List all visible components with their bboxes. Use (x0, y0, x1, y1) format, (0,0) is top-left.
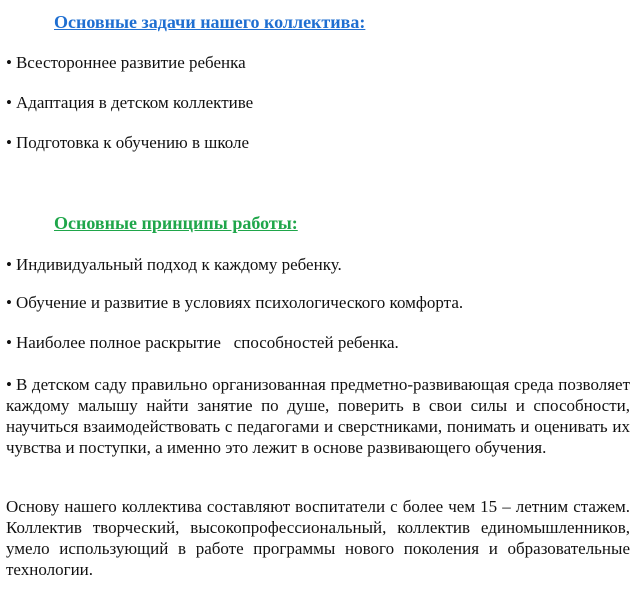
bullet-icon: • (6, 255, 12, 274)
principle-item (6, 292, 463, 314)
task-item (6, 132, 249, 154)
bullet-icon: • (6, 93, 12, 112)
environment-paragraph-text: В детском саду правильно организованная предметно-развивающая среда позволяет каждому малышу найти занятие по душе, поверить в свои силы и способности, научиться взаимодействовать с педагогами и сверстниками, понимать и оценивать их чувства и поступки, а именно это лежит в основе развивающего обучения. (6, 375, 630, 457)
principle-item (6, 254, 342, 276)
bullet-icon: • (6, 133, 12, 152)
bullet-icon: • (6, 293, 12, 312)
task-item (6, 52, 246, 74)
principle-item-text: Индивидуальный подход к каждому ребенку. (15, 255, 342, 274)
environment-paragraph (6, 374, 630, 458)
bullet-icon: • (6, 333, 12, 352)
principle-item-text: Наиболее полное раскрытие способностей ребенка. (15, 333, 399, 352)
bullet-icon: • (6, 53, 12, 72)
principles-heading: Основные принципы работы: (54, 213, 298, 233)
team-paragraph: Основу нашего коллектива составляют воспитатели с более чем 15 – летним стажем. Коллектив творческий, высокопрофессиональный, коллектив единомышленников, умело использующий в работе программы нового поколения и образовательные технологии. (6, 497, 630, 579)
task-item-text: Всестороннее развитие ребенка (15, 53, 246, 72)
task-item-text: Адаптация в детском коллективе (15, 93, 254, 112)
tasks-heading: Основные задачи нашего коллектива: (54, 12, 366, 32)
task-item-text: Подготовка к обучению в школе (15, 133, 250, 152)
principle-item (6, 332, 399, 354)
bullet-icon: • (6, 375, 12, 394)
principle-item-text: Обучение и развитие в условиях психологического комфорта. (15, 293, 464, 312)
task-item (6, 92, 253, 114)
